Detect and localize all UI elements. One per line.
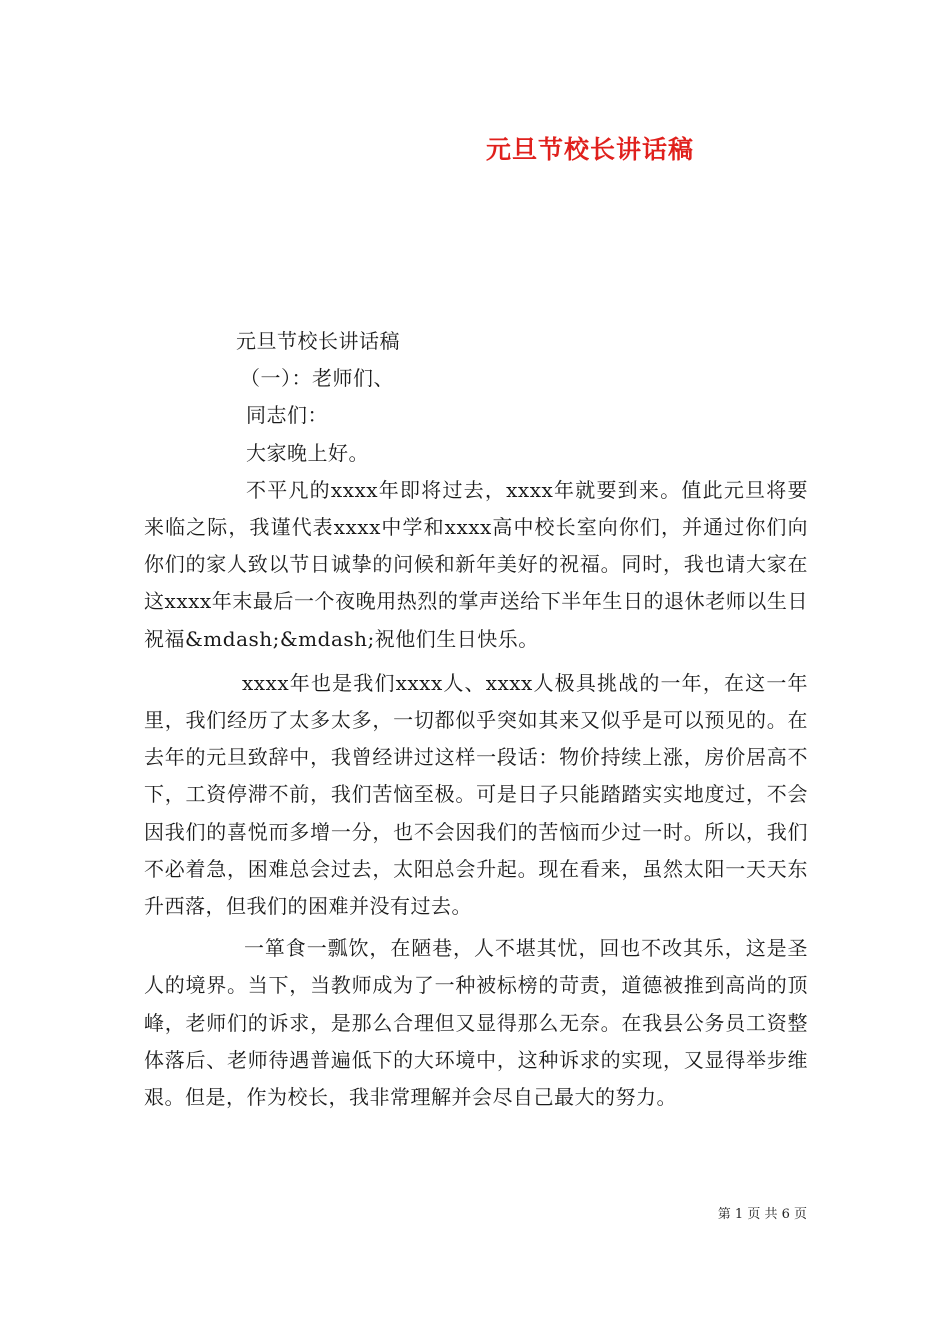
paragraph-1: 不平凡的xxxx年即将过去，xxxx年就要到来。值此元旦将要来临之际，我谨代表xxxx中学和xxxx高中校长室向你们，并通过你们向你们的家人致以节日诚挚的问候和新年美好的祝福。同时，我也请大家在这xxxx年末最后一个夜晚用热烈的掌声送给下半年生日的退休老师以生日祝福&mdash;&mdash;祝他们生日快乐。 — [144, 477, 808, 651]
page-number-footer: 第 1 页 共 6 页 — [717, 1207, 807, 1222]
paragraph-2: xxxx年也是我们xxxx人、xxxx人极具挑战的一年，在这一年里，我们经历了太多太多，一切都似乎突如其来又似乎是可以预见的。在去年的元旦致辞中，我曾经讲过这样一段话：物价持续上涨，房价居高不下，工资停滞不前，我们苦恼至极。可是日子只能踏踏实实地度过，不会因我们的喜悦而多增一分，也不会因我们的苦恼而少过一时。所以，我们不必着急，困难总会过去，太阳总会升起。现在看来，虽然太阳一天天东升西落，但我们的困难并没有过去。 — [144, 670, 808, 919]
greeting-line-3: 大家晚上好。 — [246, 440, 369, 465]
greeting-line-1: （一）：老师们、 — [240, 366, 394, 391]
document-body — [144, 323, 808, 1116]
greeting-line-2: 同志们： — [246, 403, 328, 428]
paragraph-3: 一箪食一瓢饮，在陋巷，人不堪其忧，回也不改其乐，这是圣人的境界。当下，当教师成为了一种被标榜的苛责，道德被推到高尚的顶峰，老师们的诉求，是那么合理但又显得那么无奈。在我县公务员工资整体落后、老师待遇普遍低下的大环境中，这种诉求的实现，又显得举步维艰。但是，作为校长，我非常理解并会尽自己最大的努力。 — [144, 936, 808, 1110]
speech-heading: 元旦节校长讲话稿 — [236, 329, 400, 353]
document-title: 元旦节校长讲话稿 — [485, 135, 694, 164]
